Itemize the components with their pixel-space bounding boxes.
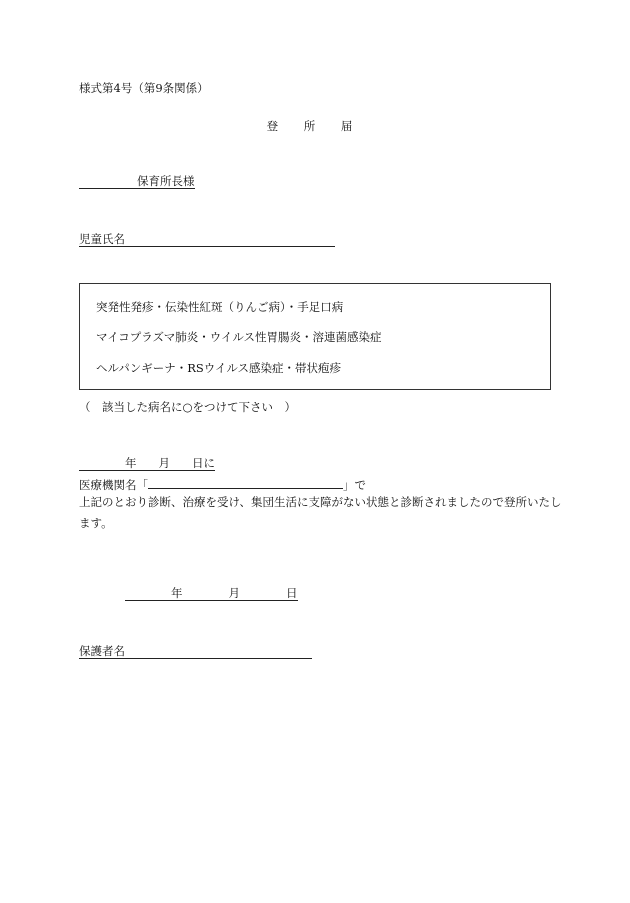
- submission-month-label: 月: [228, 586, 240, 600]
- institution-label: 医療機関名「: [79, 478, 148, 492]
- addressee-label: 保育所長様: [137, 174, 195, 188]
- declaration-text: 上記のとおり診断、治療を受け、集団生活に支障がない状態と診断されましたので登所いたします。: [79, 495, 562, 530]
- document-title: 登 所 届: [266, 119, 364, 133]
- diagnosis-month-label: 月: [158, 456, 170, 470]
- institution-suffix: 」で: [343, 478, 366, 492]
- disease-line-3[interactable]: ヘルパンギーナ・RSウイルス感染症・帯状疱疹: [96, 361, 342, 375]
- diagnosis-year-label: 年: [125, 456, 137, 470]
- circle-instruction: （ 該当した病名に○をつけて下さい ）: [79, 400, 297, 414]
- form-number: 様式第4号（第9条関係）: [79, 81, 209, 95]
- addressee: [79, 174, 195, 189]
- guardian-row: [79, 642, 312, 659]
- child-name-row: [79, 230, 335, 247]
- institution-field[interactable]: [148, 475, 343, 489]
- child-name-label: 児童氏名: [79, 232, 125, 246]
- diagnosis-date[interactable]: [79, 456, 215, 471]
- submission-day-label: 日: [286, 586, 298, 600]
- guardian-name-field[interactable]: [125, 642, 312, 655]
- disease-line-1[interactable]: 突発性発疹・伝染性紅斑（りんご病）・手足口病: [96, 300, 344, 314]
- child-name-field[interactable]: [125, 230, 335, 243]
- disease-line-2[interactable]: マイコプラズマ肺炎・ウイルス性胃腸炎・溶連菌感染症: [96, 330, 382, 344]
- submission-date[interactable]: [125, 586, 298, 601]
- diagnosis-day-label: 日に: [192, 456, 215, 470]
- institution-row: [79, 475, 366, 492]
- guardian-label: 保護者名: [79, 644, 125, 658]
- submission-year-label: 年: [171, 586, 183, 600]
- disease-list-box: [79, 283, 551, 390]
